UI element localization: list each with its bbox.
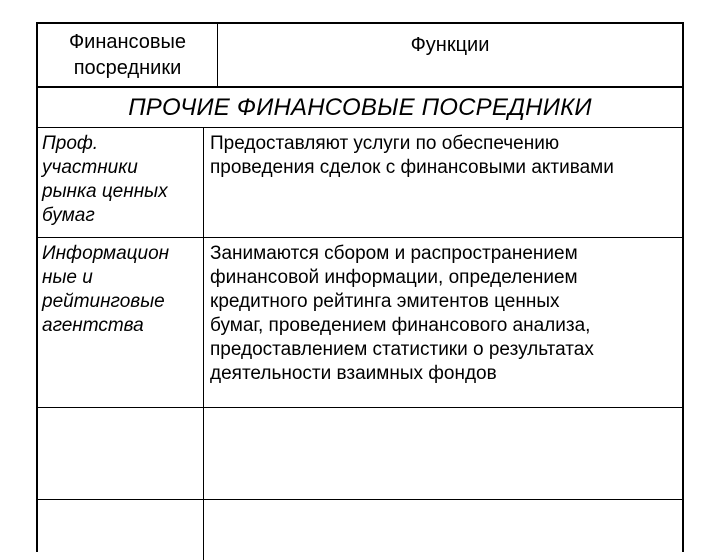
function-cell bbox=[204, 500, 682, 560]
table-row bbox=[38, 238, 682, 408]
intermediary-name: Информацион ные и рейтинговые агентства bbox=[42, 243, 170, 336]
function-text: Занимаются сбором и распространением финансовой информации, определением кредитного рейтинга эмитентов ценных бумаг, проведением финансового анализа, предоставлением статистики о результатах деятельности взаимных фондов bbox=[210, 243, 594, 384]
header-intermediaries-cell bbox=[38, 24, 218, 86]
header-intermediaries-label: Финансовые посредники bbox=[68, 31, 187, 79]
function-cell bbox=[204, 238, 682, 407]
intermediary-cell bbox=[38, 500, 204, 560]
table-header bbox=[38, 24, 682, 88]
intermediary-cell bbox=[38, 128, 204, 237]
intermediary-cell bbox=[38, 408, 204, 499]
intermediary-cell bbox=[38, 238, 204, 407]
table-row bbox=[38, 128, 682, 238]
header-functions-cell bbox=[218, 24, 682, 86]
intermediary-name: Проф. участники рынка ценных бумаг bbox=[42, 133, 168, 226]
table-row bbox=[38, 408, 682, 500]
intermediaries-table bbox=[36, 22, 684, 552]
section-title-row bbox=[38, 88, 682, 128]
function-cell bbox=[204, 408, 682, 499]
function-text: Предоставляют услуги по обеспечению проведения сделок с финансовыми активами bbox=[210, 133, 614, 178]
section-title: ПРОЧИЕ ФИНАНСОВЫЕ ПОСРЕДНИКИ bbox=[128, 93, 592, 121]
function-cell bbox=[204, 128, 682, 237]
table-row bbox=[38, 500, 682, 560]
header-functions-label: Функции bbox=[410, 34, 490, 56]
